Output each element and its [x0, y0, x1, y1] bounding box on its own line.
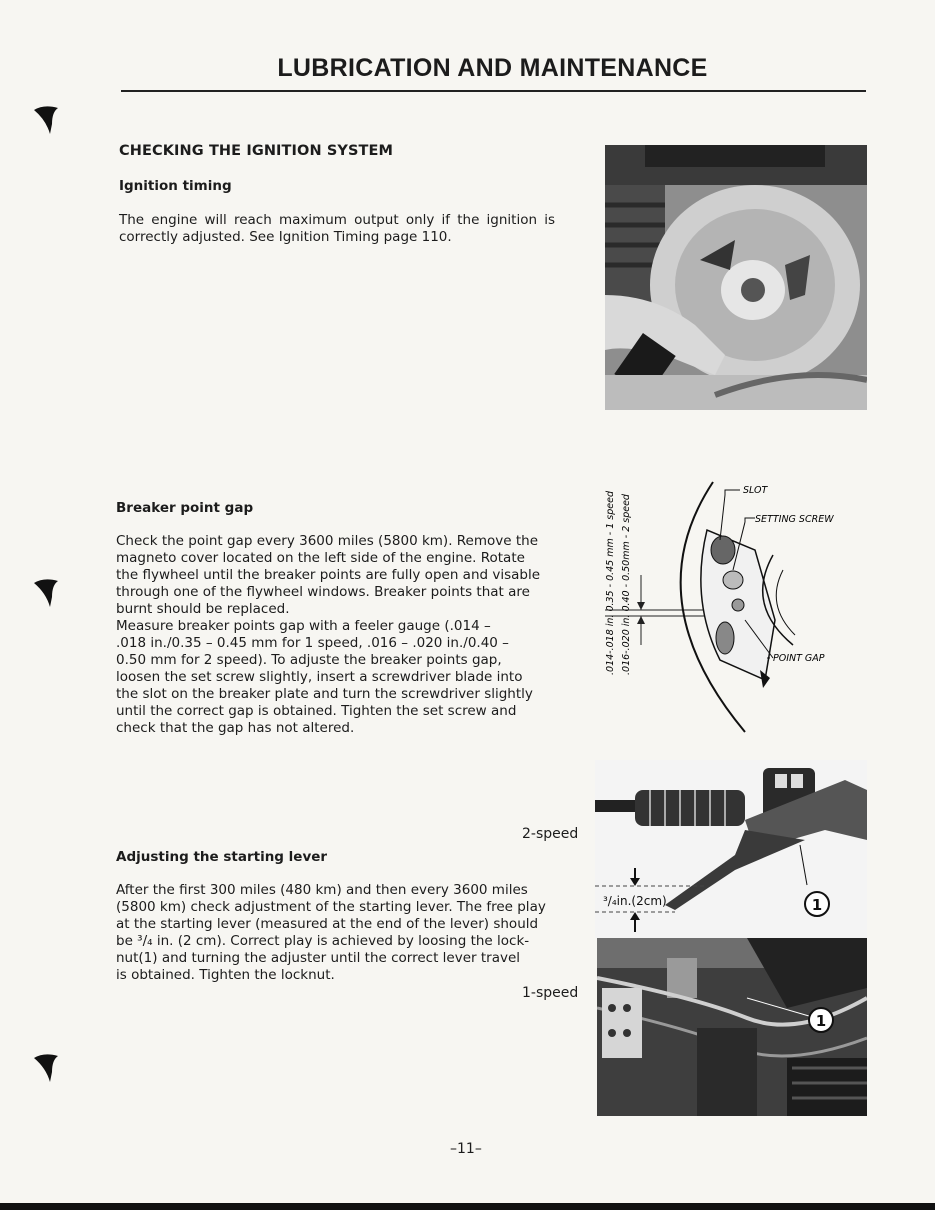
- page-number: –11–: [450, 1141, 482, 1157]
- dim-label-1-speed: .014-.018 in. 0.35 - 0.45 mm - 1 speed: [605, 491, 616, 675]
- section-heading-ignition: CHECKING THE IGNITION SYSTEM: [119, 143, 394, 159]
- text-line: at the starting lever (measured at the end of the lever) should: [116, 916, 539, 932]
- text-line: After the first 300 miles (480 km) and then every 3600 miles: [116, 882, 528, 898]
- label-1-speed: 1-speed: [522, 985, 579, 1001]
- scan-edge-bar: [0, 1203, 935, 1210]
- text-line: is obtained. Tighten the locknut.: [116, 967, 335, 983]
- text-line: check that the gap has not altered.: [116, 720, 355, 736]
- text-line: loosen the set screw slightly, insert a screwdriver blade into: [116, 669, 523, 685]
- starting-cable-photo: [597, 938, 867, 1116]
- callout-number: 1: [815, 1012, 827, 1030]
- subheading-starting-lever: Adjusting the starting lever: [116, 849, 328, 865]
- punch-hole-icon: [30, 1050, 64, 1084]
- title-rule: [121, 90, 866, 92]
- callout-number: 1: [811, 896, 823, 914]
- text-line: 0.50 mm for 2 speed). To adjuste the breaker points gap,: [116, 652, 502, 668]
- label-slot: SLOT: [743, 485, 768, 496]
- starting-lever-paragraph: [116, 882, 550, 984]
- label-setting-screw: SETTING SCREW: [755, 514, 834, 525]
- subheading-ignition-timing: Ignition timing: [119, 178, 232, 194]
- breaker-point-diagram: [595, 470, 865, 740]
- breaker-gap-paragraph: [116, 533, 551, 737]
- subheading-breaker-point-gap: Breaker point gap: [116, 500, 254, 516]
- ignition-timing-paragraph: The engine will reach maximum output only if the ignition is correctly adjusted. See Ignition Timing page 110.: [119, 212, 555, 245]
- text-line: Check the point gap every 3600 miles (5800 km). Remove the: [116, 533, 539, 549]
- text-line: the flywheel until the breaker points are fully open and visable: [116, 567, 541, 583]
- flywheel-photo: [605, 145, 867, 410]
- text-line: burnt should be replaced.: [116, 601, 290, 617]
- photo-dim-label: ³/₄in.(2cm): [603, 894, 667, 908]
- punch-hole-icon: [30, 102, 64, 136]
- text-line: be ³/₄ in. (2 cm). Correct play is achieved by loosing the lock-: [116, 933, 530, 949]
- text-line: nut(1) and turning the adjuster until the correct lever travel: [116, 950, 521, 966]
- text-line: (5800 km) check adjustment of the starting lever. The free play: [116, 899, 546, 915]
- label-point-gap: POINT GAP: [773, 653, 825, 664]
- text-line: through one of the flywheel windows. Breaker points that are: [116, 584, 530, 600]
- text-line: .018 in./0.35 – 0.45 mm for 1 speed, .016 – .020 in./0.40 –: [116, 635, 509, 651]
- dim-label-2-speed: .016-.020 in. 0.40 - 0.50mm - 2 speed: [621, 494, 632, 675]
- page-title: LUBRICATION AND MAINTENANCE: [277, 54, 708, 82]
- text-line: magneto cover located on the left side of the engine. Rotate: [116, 550, 525, 566]
- label-2-speed: 2-speed: [522, 826, 579, 842]
- text-line: until the correct gap is obtained. Tighten the set screw and: [116, 703, 517, 719]
- text-line: Measure breaker points gap with a feeler gauge (.014 –: [116, 618, 491, 634]
- starting-lever-photo: [595, 760, 867, 938]
- punch-hole-icon: [30, 575, 64, 609]
- text-line: the slot on the breaker plate and turn the screwdriver slightly: [116, 686, 533, 702]
